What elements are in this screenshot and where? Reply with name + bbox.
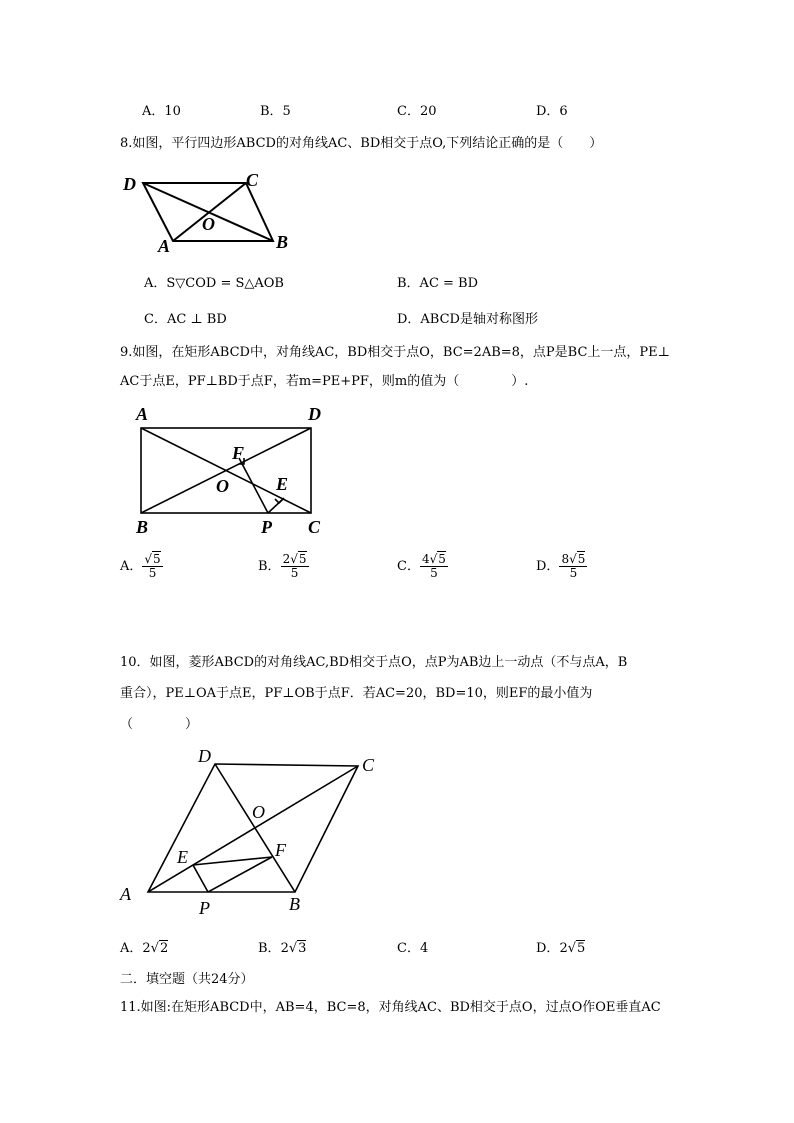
q10-option-a: A．2√2 — [120, 941, 169, 956]
q10-option-b: B．2√3 — [258, 941, 307, 956]
label-f: F — [275, 840, 286, 860]
label-c: C — [362, 755, 375, 775]
q8-option-c: C．AC ⊥ BD — [144, 312, 227, 327]
q8-option-d: D．ABCD是轴对称图形 — [397, 312, 538, 327]
q7-option-c: C．20 — [397, 104, 437, 119]
q10-stem-line3: （ ） — [120, 717, 199, 732]
q10-rhombus-figure — [115, 740, 385, 920]
q10-option-c: C．4 — [397, 941, 429, 956]
q8-parallelogram-figure — [118, 168, 308, 258]
q8-stem: 8.如图，平行四边形ABCD的对角线AC、BD相交于点O,下列结论正确的是（ ） — [120, 136, 603, 151]
q10-stem-line1: 10．如图，菱形ABCD的对角线AC,BD相交于点O，点P为AB边上一动点（不与点A，B — [120, 655, 628, 670]
label-b: B — [136, 517, 149, 537]
q9-option-b: B． $\frac{2√5}{5}$ — [258, 552, 307, 580]
q7-option-d: D．6 — [536, 104, 568, 119]
label-e: E — [276, 474, 289, 494]
label-b: B — [289, 894, 300, 914]
q10-option-d: D．2√5 — [536, 941, 586, 956]
label-p: P — [261, 517, 272, 537]
label-o: O — [252, 802, 265, 822]
label-o: O — [202, 214, 215, 234]
q7-option-a: A．10 — [142, 104, 181, 119]
section-title: 二．填空题（共24分） — [120, 972, 254, 987]
q8-option-b: B．AC = BD — [397, 276, 479, 291]
q9-option-d: D． $\frac{8√5}{5}$ — [536, 552, 586, 580]
q10-stem-line2: 重合），PE⊥OA于点E，PF⊥OB于点F．若AC=20，BD=10，则EF的最小值为 — [120, 686, 593, 701]
label-a: A — [158, 236, 171, 256]
label-o: O — [216, 476, 229, 496]
q9-rectangle-figure — [128, 402, 338, 542]
label-c: C — [308, 517, 321, 537]
label-p: P — [199, 898, 210, 918]
q9-option-c: C． $\frac{4√5}{5}$ — [397, 552, 446, 580]
q9-stem-line2: AC于点E，PF⊥BD于点F，若m=PE+PF，则m的值为（ ）. — [120, 374, 529, 389]
label-c: C — [246, 170, 259, 190]
label-d: D — [308, 404, 321, 424]
label-d: D — [123, 174, 136, 194]
label-f: F — [232, 443, 245, 463]
q9-option-a: A． $\frac{√5}{5}$ — [120, 552, 161, 580]
label-b: B — [276, 232, 289, 252]
q7-option-b: B．5 — [260, 104, 291, 119]
label-d: D — [198, 746, 211, 766]
q9-stem-line1: 9.如图，在矩形ABCD中，对角线AC，BD相交于点O，BC=2AB=8，点P是BC上一点，PE⊥ — [120, 345, 670, 360]
q8-option-a: A．S▽COD = S△AOB — [144, 276, 284, 291]
label-a: A — [120, 884, 131, 904]
label-e: E — [177, 847, 188, 867]
q11-stem: 11.如图:在矩形ABCD中，AB=4，BC=8，对角线AC、BD相交于点O，过点O作OE垂直AC — [120, 1000, 661, 1015]
label-a: A — [136, 404, 149, 424]
